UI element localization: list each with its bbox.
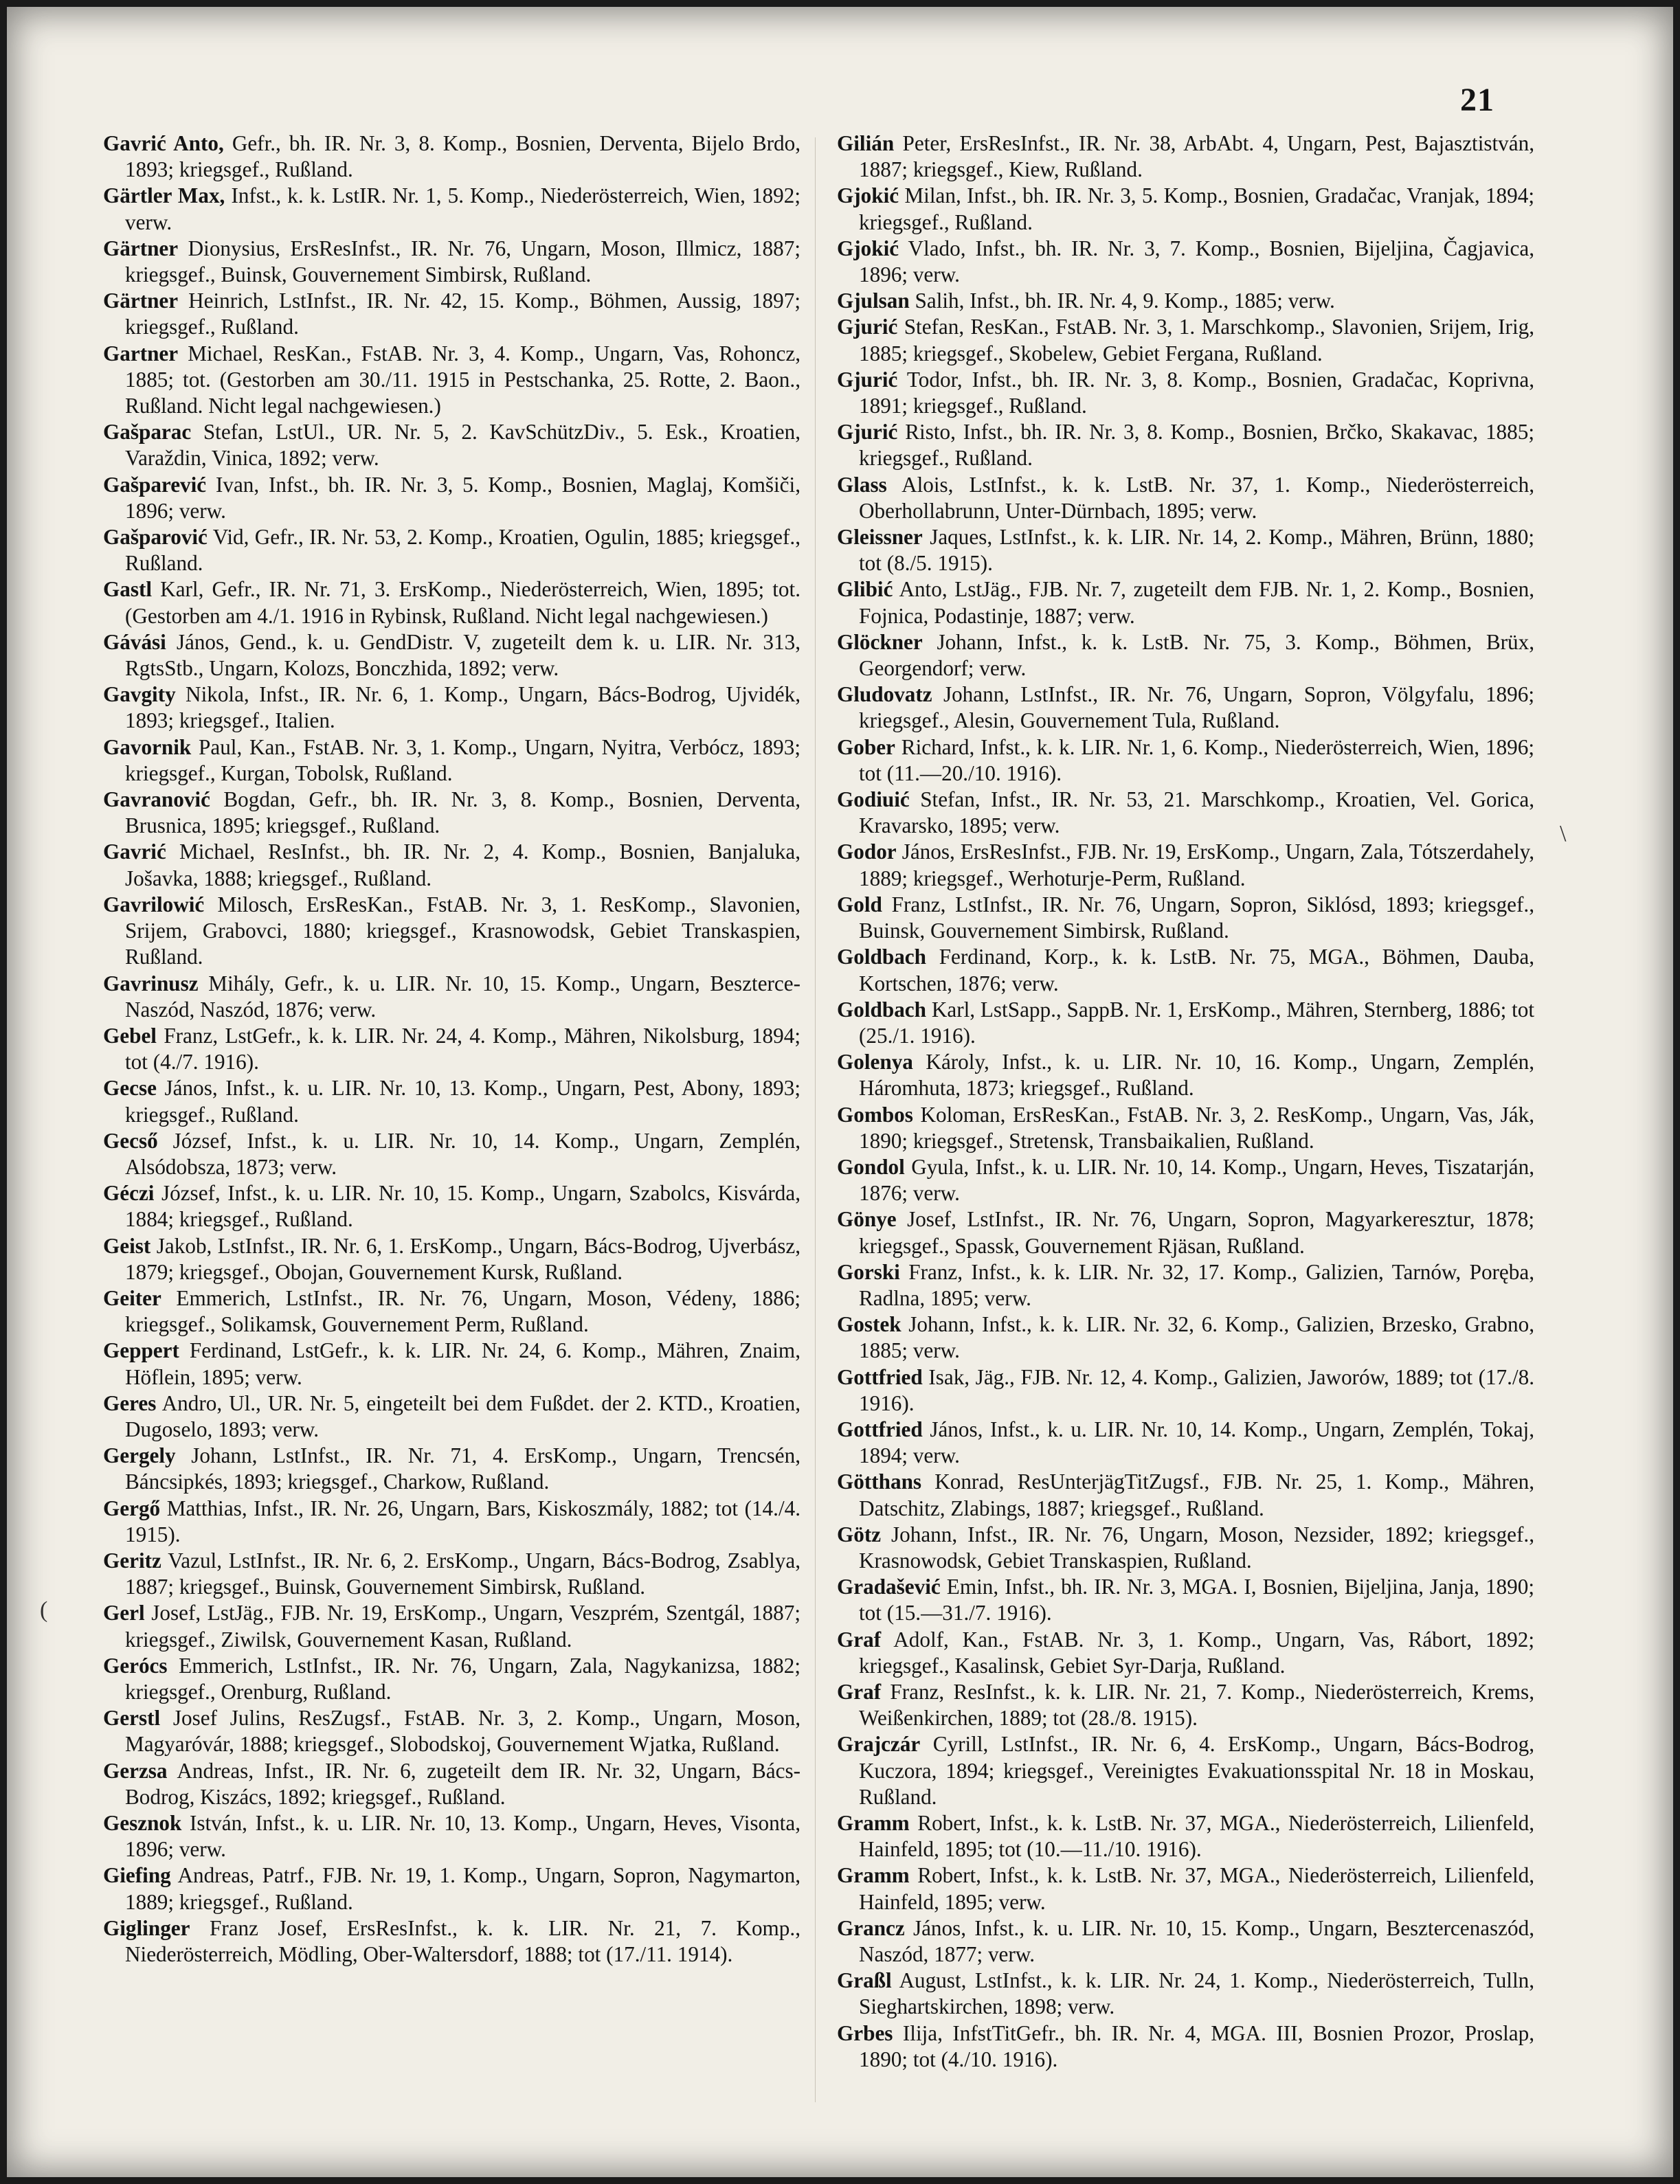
register-entry [837, 787, 1534, 839]
entry-surname: Gorski [837, 1259, 900, 1284]
register-entry [103, 288, 800, 340]
register-entry [103, 1653, 800, 1705]
register-entry [837, 1154, 1534, 1206]
entry-surname: Gold [837, 892, 882, 916]
register-entry [103, 734, 800, 787]
entry-surname: Geist [103, 1233, 151, 1258]
page-number: 21 [1460, 82, 1494, 118]
register-entry [103, 892, 800, 971]
entry-surname: Glöckner [837, 629, 923, 654]
entry-details: Nikola, Infst., IR. Nr. 6, 1. Komp., Ungarn, Bács-Bodrog, Ujvidék, 1893; kriegsgef., Italien. [125, 682, 800, 733]
entry-surname: Gerstl [103, 1706, 161, 1731]
register-entry [837, 944, 1534, 996]
entry-details: Emmerich, LstInfst., IR. Nr. 76, Ungarn, Zala, Nagykanizsa, 1882; kriegsgef., Orenburg, Rußland. [125, 1653, 800, 1704]
entry-surname: Graf [837, 1627, 882, 1652]
entry-details: Andreas, Patrf., FJB. Nr. 19, 1. Komp., Ungarn, Sopron, Nagymarton, 1889; kriegsgef., Rußland. [125, 1863, 801, 1914]
entry-details: Richard, Infst., k. k. LIR. Nr. 1, 6. Komp., Niederösterreich, Wien, 1896; tot (11.—20./10. 1916). [859, 734, 1535, 785]
entry-surname: Gašparević [103, 472, 207, 497]
entry-surname: Gjurić [837, 367, 898, 392]
entry-details: Risto, Infst., bh. IR. Nr. 3, 8. Komp., Bosnien, Brčko, Skakavac, 1885; kriegsgef., Rußland. [859, 420, 1535, 471]
entry-surname: Gavrilowić [103, 892, 205, 916]
entry-details: Josef Julins, ResZugsf., FstAB. Nr. 3, 2. Komp., Ungarn, Moson, Magyaróvár, 1888; kriegsgef., Slobodskoj, Gouvernement Wjatka, Rußland. [125, 1706, 800, 1757]
entry-details: József, Infst., k. u. LIR. Nr. 10, 15. Komp., Ungarn, Szabolcs, Kisvárda, 1884; kriegsgef., Rußland. [125, 1181, 800, 1232]
entry-details: Johann, LstInfst., IR. Nr. 71, 4. ErsKomp., Ungarn, Trencsén, Báncsipkés, 1893; kriegsgef., Charkow, Rußland. [125, 1443, 801, 1494]
register-entry [837, 997, 1534, 1049]
register-entry [103, 1128, 800, 1180]
register-entry [837, 472, 1534, 524]
entry-details: Karl, Gefr., IR. Nr. 71, 3. ErsKomp., Niederösterreich, Wien, 1895; tot. (Gestorben am 4./1. 1916 in Rybinsk, Rußland. Nicht legal nachgewiesen.) [125, 577, 800, 628]
register-entry [837, 524, 1534, 576]
entry-surname: Gjokić [837, 236, 899, 260]
entry-surname: Gavrić [103, 840, 166, 864]
register-entry [837, 629, 1534, 682]
register-entry [837, 1259, 1534, 1311]
register-entry [837, 682, 1534, 734]
entry-surname: Gergely [103, 1443, 176, 1468]
entry-surname: Gavornik [103, 734, 192, 759]
entry-details: Ivan, Infst., bh. IR. Nr. 3, 5. Komp., Bosnien, Maglaj, Komšiči, 1896; verw. [125, 472, 800, 523]
register-entry [837, 839, 1534, 891]
entry-details: Gefr., bh. IR. Nr. 3, 8. Komp., Bosnien, Derventa, Bijelo Brdo, 1893; kriegsgef., Rußland. [125, 131, 801, 182]
entry-details: János, Infst., k. u. LIR. Nr. 10, 15. Komp., Ungarn, Besztercenaszód, Naszód, 1877; verw. [859, 1915, 1535, 1967]
entry-surname: Graf [837, 1679, 882, 1704]
register-entry [103, 1496, 800, 1548]
register-entry [103, 971, 800, 1023]
entry-surname: Gavrić Anto, [103, 131, 224, 155]
register-entry [103, 682, 800, 734]
entry-details: Franz, LstInfst., IR. Nr. 76, Ungarn, Sopron, Siklósd, 1893; kriegsgef., Buinsk, Gouvernement Simbirsk, Rußland. [859, 892, 1534, 943]
column-divider [815, 137, 816, 2102]
entry-surname: Gašparac [103, 420, 192, 444]
entry-details: Salih, Infst., bh. IR. Nr. 4, 9. Komp., 1885; verw. [915, 289, 1335, 313]
entry-details: Franz Josef, ErsResInfst., k. k. LIR. Nr. 21, 7. Komp., Niederösterreich, Mödling, Ober-Waltersdorf, 1888; tot (17./11. 1914). [125, 1915, 800, 1967]
entry-details: Robert, Infst., k. k. LstB. Nr. 37, MGA., Niederösterreich, Lilienfeld, Hainfeld, 1895; verw. [859, 1863, 1535, 1914]
entry-details: Mihály, Gefr., k. u. LIR. Nr. 10, 15. Komp., Ungarn, Beszterce-Naszód, Naszód, 1876; verw. [125, 971, 801, 1022]
entry-surname: Golenya [837, 1050, 913, 1074]
entry-surname: Gober [837, 734, 895, 759]
register-entry [837, 1679, 1534, 1731]
entry-details: Ilija, InfstTitGefr., bh. IR. Nr. 4, MGA. III, Bosnien Prozor, Proslap, 1890; tot (4./10. 1916). [859, 2020, 1534, 2071]
entry-details: Andro, Ul., UR. Nr. 5, eingeteilt bei dem Fußdet. der 2. KTD., Kroatien, Dugoselo, 1893; verw. [125, 1391, 801, 1441]
entry-surname: Gavranović [103, 787, 210, 812]
entry-surname: Gärtner [103, 236, 179, 260]
register-entry [103, 183, 800, 235]
entry-details: Milan, Infst., bh. IR. Nr. 3, 5. Komp., Bosnien, Gradačac, Vranjak, 1894; kriegsgef., Rußland. [859, 183, 1535, 234]
entry-details: Franz, ResInfst., k. k. LIR. Nr. 21, 7. Komp., Niederösterreich, Krems, Weißenkirchen, 1889; tot (28./8. 1915). [859, 1679, 1534, 1731]
register-entry [103, 1285, 800, 1338]
entry-surname: Gradašević [837, 1575, 941, 1599]
entry-surname: Gjurić [837, 315, 898, 339]
entry-details: János, Infst., k. u. LIR. Nr. 10, 14. Komp., Ungarn, Zemplén, Tokaj, 1894; verw. [859, 1417, 1534, 1468]
entry-details: János, Gend., k. u. GendDistr. V, zugeteilt dem k. u. LIR. Nr. 313, RgtsStb., Ungarn, Kolozs, Bonczhida, 1892; verw. [125, 629, 800, 681]
entry-surname: Gottfried [837, 1364, 923, 1389]
entry-surname: Godor [837, 840, 897, 864]
entry-surname: Graßl [837, 1968, 892, 1993]
entry-details: Bogdan, Gefr., bh. IR. Nr. 3, 8. Komp., Bosnien, Derventa, Brusnica, 1895; kriegsgef., Rußland. [125, 787, 801, 838]
register-entry [103, 1600, 800, 1652]
register-entry [103, 1862, 800, 1915]
entry-details: Matthias, Infst., IR. Nr. 26, Ungarn, Bars, Kiskoszmály, 1882; tot (14./4. 1915). [125, 1496, 800, 1546]
entry-surname: Gludovatz [837, 682, 932, 707]
entry-surname: Götz [837, 1522, 882, 1546]
register-entry [103, 1915, 800, 1968]
margin-mark-left: ( [40, 1597, 48, 1623]
entry-surname: Gjurić [837, 420, 898, 444]
entry-details: János, ErsResInfst., FJB. Nr. 19, ErsKomp., Ungarn, Zala, Tótszerdahely, 1889; kriegsgef., Werhoturje-Perm, Rußland. [859, 840, 1534, 890]
entry-surname: Gärtler Max, [103, 183, 225, 208]
entry-details: Jaques, LstInfst., k. k. LIR. Nr. 14, 2. Komp., Mähren, Brünn, 1880; tot (8./5. 1915). [859, 525, 1535, 576]
register-entry [103, 1705, 800, 1757]
register-entry [837, 1417, 1534, 1469]
register-entry [837, 236, 1534, 288]
entry-details: István, Infst., k. u. LIR. Nr. 10, 13. Komp., Ungarn, Heves, Visonta, 1896; verw. [125, 1811, 800, 1862]
register-entry [103, 1810, 800, 1862]
entry-surname: Glibić [837, 577, 893, 602]
entry-surname: Grajczár [837, 1732, 921, 1757]
register-entry [837, 1862, 1534, 1915]
entry-details: Johann, Infst., k. k. LstB. Nr. 75, 3. Komp., Böhmen, Brüx, Georgendorf; verw. [859, 629, 1535, 681]
register-entry [103, 419, 800, 471]
entry-details: Johann, LstInfst., IR. Nr. 76, Ungarn, Sopron, Völgyfalu, 1896; kriegsgef., Alesin, Gouvernement Tula, Rußland. [859, 682, 1535, 733]
entry-details: Vazul, LstInfst., IR. Nr. 6, 2. ErsKomp., Ungarn, Bács-Bodrog, Zsablya, 1887; kriegsgef., Buinsk, Gouvernement Simbirsk, Rußland. [125, 1548, 800, 1599]
entry-details: Josef, LstInfst., IR. Nr. 76, Ungarn, Sopron, Magyarkeresztur, 1878; kriegsgef., Spassk, Gouvernement Rjäsan, Rußland. [859, 1207, 1534, 1258]
entry-surname: Goldbach [837, 945, 926, 969]
register-entry [837, 892, 1534, 944]
register-entry [837, 1731, 1534, 1810]
right-column [837, 131, 1534, 2073]
register-entry [837, 1915, 1534, 1968]
register-entry [837, 1574, 1534, 1626]
entry-details: Ferdinand, LstGefr., k. k. LIR. Nr. 24, 6. Komp., Mähren, Znaim, Höflein, 1895; verw. [125, 1338, 800, 1389]
register-entry [837, 2020, 1534, 2073]
entry-details: Karl, LstSapp., SappB. Nr. 1, ErsKomp., Mähren, Sternberg, 1886; tot (25./1. 1916). [859, 997, 1535, 1048]
entry-details: August, LstInfst., k. k. LIR. Nr. 24, 1. Komp., Niederösterreich, Tulln, Sieghartskirchen, 1898; verw. [859, 1968, 1535, 2019]
register-entry [837, 1049, 1534, 1101]
margin-mark-right: \ [1560, 821, 1567, 846]
register-entry [837, 314, 1534, 366]
register-entry [103, 576, 800, 629]
entry-details: Josef, LstJäg., FJB. Nr. 19, ErsKomp., Ungarn, Veszprém, Szentgál, 1887; kriegsgef., Ziwilsk, Gouvernement Kasan, Rußland. [125, 1601, 800, 1652]
entry-surname: Geres [103, 1391, 157, 1415]
entry-details: Gyula, Infst., k. u. LIR. Nr. 10, 14. Komp., Ungarn, Heves, Tiszatarján, 1876; verw. [859, 1154, 1535, 1206]
entry-surname: Geritz [103, 1548, 161, 1573]
entry-details: Dionysius, ErsResInfst., IR. Nr. 76, Ungarn, Moson, Illmicz, 1887; kriegsgef., Buinsk, Gouvernement Simbirsk, Rußland. [125, 236, 800, 287]
entry-surname: Gostek [837, 1312, 901, 1337]
entry-surname: Geppert [103, 1338, 179, 1363]
register-entry [837, 1364, 1534, 1417]
entry-surname: Géczi [103, 1181, 155, 1206]
entry-surname: Gávási [103, 629, 166, 654]
entry-details: Todor, Infst., bh. IR. Nr. 3, 8. Komp., Bosnien, Gradačac, Koprivna, 1891; kriegsgef., Rußland. [859, 367, 1534, 418]
left-column [103, 131, 800, 1968]
entry-surname: Gottfried [837, 1417, 923, 1441]
register-entry [837, 1469, 1534, 1521]
entry-surname: Gönye [837, 1207, 897, 1232]
entry-surname: Grancz [837, 1915, 905, 1940]
register-entry [103, 1233, 800, 1285]
entry-details: Michael, ResKan., FstAB. Nr. 3, 4. Komp., Ungarn, Vas, Rohoncz, 1885; tot. (Gestorben am 30./11. 1915 in Pestschanka, 25. Rotte, 2. Baon., Rußland. Nicht legal nachgewiesen.) [125, 341, 800, 418]
entry-surname: Goldbach [837, 997, 926, 1022]
register-entry [103, 629, 800, 682]
register-entry [103, 1075, 800, 1127]
entry-surname: Gebel [103, 1023, 157, 1048]
entry-surname: Gavrinusz [103, 971, 199, 995]
register-entry [103, 787, 800, 839]
entry-surname: Gergő [103, 1496, 161, 1520]
entry-details: Michael, ResInfst., bh. IR. Nr. 2, 4. Komp., Bosnien, Banjaluka, Jošavka, 1888; kriegsgef., Rußland. [125, 840, 800, 890]
entry-surname: Geiter [103, 1285, 161, 1310]
entry-surname: Gombos [837, 1102, 913, 1127]
entry-details: Peter, ErsResInfst., IR. Nr. 38, ArbAbt. 4, Ungarn, Pest, Bajasztistván, 1887; kriegsgef., Kiew, Rußland. [859, 131, 1535, 182]
entry-details: József, Infst., k. u. LIR. Nr. 10, 14. Komp., Ungarn, Zemplén, Alsódobsza, 1873; verw. [125, 1128, 801, 1179]
entry-details: Johann, Infst., k. k. LIR. Nr. 32, 6. Komp., Galizien, Brzesko, Grabno, 1885; verw. [859, 1312, 1534, 1363]
entry-surname: Gavgity [103, 682, 176, 707]
entry-details: Johann, Infst., IR. Nr. 76, Ungarn, Moson, Nezsider, 1892; kriegsgef., Krasnowodsk, Gebiet Transkaspien, Rußland. [859, 1522, 1534, 1573]
entry-surname: Gecső [103, 1128, 158, 1153]
entry-surname: Gecse [103, 1076, 157, 1101]
entry-surname: Giefing [103, 1863, 171, 1888]
register-entry [837, 1968, 1534, 2020]
register-entry [837, 131, 1534, 183]
register-entry [103, 472, 800, 524]
entry-details: Alois, LstInfst., k. k. LstB. Nr. 37, 1. Komp., Niederösterreich, Oberhollabrunn, Unter-Dürnbach, 1895; verw. [859, 472, 1534, 523]
register-entry [103, 839, 800, 891]
entry-details: Vid, Gefr., IR. Nr. 53, 2. Komp., Kroatien, Ogulin, 1885; kriegsgef., Rußland. [125, 525, 800, 576]
register-entry [837, 1311, 1534, 1364]
entry-surname: Gleissner [837, 525, 923, 550]
entry-details: Emmerich, LstInfst., IR. Nr. 76, Ungarn, Moson, Védeny, 1886; kriegsgef., Solikamsk, Gouvernement Perm, Rußland. [125, 1285, 800, 1337]
register-entry [837, 419, 1534, 471]
entry-surname: Glass [837, 472, 887, 497]
register-entry [103, 1180, 800, 1232]
entry-details: Stefan, Infst., IR. Nr. 53, 21. Marschkomp., Kroatien, Vel. Gorica, Kravarsko, 1895; verw. [859, 787, 1535, 838]
entry-surname: Gerzsa [103, 1758, 168, 1783]
entry-details: Infst., k. k. LstIR. Nr. 1, 5. Komp., Niederösterreich, Wien, 1892; verw. [125, 183, 800, 234]
entry-details: Anto, LstJäg., FJB. Nr. 7, zugeteilt dem FJB. Nr. 1, 2. Komp., Bosnien, Fojnica, Podastinje, 1887; verw. [859, 577, 1534, 628]
entry-surname: Gjulsan [837, 289, 910, 313]
entry-details: Robert, Infst., k. k. LstB. Nr. 37, MGA., Niederösterreich, Lilienfeld, Hainfeld, 1895; tot (10.—11./10. 1916). [859, 1811, 1535, 1862]
register-entry [103, 1443, 800, 1495]
register-entry [103, 131, 800, 183]
entry-details: Konrad, ResUnterjägTitZugsf., FJB. Nr. 25, 1. Komp., Mähren, Datschitz, Zlabings, 1887; kriegsgef., Rußland. [859, 1470, 1534, 1520]
entry-surname: Götthans [837, 1470, 922, 1494]
entry-details: Isak, Jäg., FJB. Nr. 12, 4. Komp., Galizien, Jaworów, 1889; tot (17./8. 1916). [859, 1364, 1535, 1415]
entry-details: Stefan, ResKan., FstAB. Nr. 3, 1. Marschkomp., Slavonien, Srijem, Irig, 1885; kriegsgef., Skobelew, Gebiet Fergana, Rußland. [859, 315, 1535, 365]
entry-surname: Gramm [837, 1811, 910, 1835]
entry-details: Emin, Infst., bh. IR. Nr. 3, MGA. I, Bosnien, Bijeljina, Janja, 1890; tot (15.—31./7. 1916). [859, 1575, 1534, 1625]
entry-surname: Grbes [837, 2020, 893, 2045]
entry-surname: Gondol [837, 1154, 905, 1179]
entry-details: Jakob, LstInfst., IR. Nr. 6, 1. ErsKomp., Ungarn, Bács-Bodrog, Ujverbász, 1879; kriegsgef., Obojan, Gouvernement Kursk, Rußland. [125, 1233, 801, 1284]
register-entry [837, 288, 1534, 314]
register-entry [837, 1810, 1534, 1862]
entry-details: Ferdinand, Korp., k. k. LstB. Nr. 75, MGA., Böhmen, Dauba, Kortschen, 1876; verw. [859, 945, 1535, 995]
entry-details: Paul, Kan., FstAB. Nr. 3, 1. Komp., Ungarn, Nyitra, Verbócz, 1893; kriegsgef., Kurgan, Tobolsk, Rußland. [125, 734, 801, 785]
register-entry [103, 524, 800, 576]
register-entry [103, 1391, 800, 1443]
entry-surname: Gašparović [103, 525, 208, 550]
entry-details: Adolf, Kan., FstAB. Nr. 3, 1. Komp., Ungarn, Vas, Rábort, 1892; kriegsgef., Kasalinsk, Gebiet Syr-Darja, Rußland. [859, 1627, 1535, 1678]
entry-details: Károly, Infst., k. u. LIR. Nr. 10, 16. Komp., Ungarn, Zemplén, Háromhuta, 1873; kriegsgef., Rußland. [859, 1050, 1534, 1101]
entry-details: Cyrill, LstInfst., IR. Nr. 6, 4. ErsKomp., Ungarn, Bács-Bodrog, Kuczora, 1894; kriegsgef., Vereinigtes Evakuationsspital Nr. 18 in Moskau, Rußland. [859, 1732, 1534, 1809]
entry-surname: Gesznok [103, 1811, 182, 1835]
entry-surname: Gilián [837, 131, 895, 155]
entry-surname: Gramm [837, 1863, 910, 1888]
entry-details: Stefan, LstUl., UR. Nr. 5, 2. KavSchützDiv., 5. Esk., Kroatien, Varaždin, Vinica, 1892; verw. [125, 420, 800, 471]
register-entry [837, 1102, 1534, 1154]
register-entry [837, 576, 1534, 629]
register-entry [837, 183, 1534, 235]
register-entry [837, 1522, 1534, 1574]
register-entry [103, 341, 800, 420]
entry-details: Heinrich, LstInfst., IR. Nr. 42, 15. Komp., Böhmen, Aussig, 1897; kriegsgef., Rußland. [125, 289, 801, 339]
entry-details: Franz, Infst., k. k. LIR. Nr. 32, 17. Komp., Galizien, Tarnów, Poręba, Radlna, 1895; verw. [859, 1259, 1534, 1310]
register-entry [103, 1758, 800, 1810]
entry-surname: Gartner [103, 341, 179, 365]
entry-surname: Gastl [103, 577, 153, 602]
register-entry [837, 734, 1534, 787]
entry-surname: Gärtner [103, 289, 179, 313]
register-entry [837, 1206, 1534, 1259]
entry-details: János, Infst., k. u. LIR. Nr. 10, 13. Komp., Ungarn, Pest, Abony, 1893; kriegsgef., Rußland. [125, 1076, 801, 1127]
entry-surname: Godiuić [837, 787, 910, 812]
register-entry [103, 1338, 800, 1390]
entry-surname: Giglinger [103, 1915, 190, 1940]
entry-details: Andreas, Infst., IR. Nr. 6, zugeteilt dem IR. Nr. 32, Ungarn, Bács-Bodrog, Kiszács, 1892; kriegsgef., Rußland. [125, 1758, 801, 1809]
register-entry [837, 367, 1534, 419]
register-entry [837, 1627, 1534, 1679]
entry-details: Milosch, ErsResKan., FstAB. Nr. 3, 1. ResKomp., Slavonien, Srijem, Grabovci, 1880; kriegsgef., Krasnowodsk, Gebiet Transkaspien, Rußland. [125, 892, 801, 969]
entry-details: Franz, LstGefr., k. k. LIR. Nr. 24, 4. Komp., Mähren, Nikolsburg, 1894; tot (4./7. 1916). [125, 1023, 801, 1074]
entry-details: Koloman, ErsResKan., FstAB. Nr. 3, 2. ResKomp., Ungarn, Vas, Ják, 1890; kriegsgef., Stretensk, Transbaikalien, Rußland. [859, 1102, 1534, 1153]
register-entry [103, 1023, 800, 1075]
entry-surname: Gerl [103, 1601, 145, 1625]
entry-details: Vlado, Infst., bh. IR. Nr. 3, 7. Komp., Bosnien, Bijeljina, Čagjavica, 1896; verw. [859, 236, 1535, 287]
register-entry [103, 236, 800, 288]
entry-surname: Gjokić [837, 183, 899, 208]
register-entry [103, 1548, 800, 1600]
entry-surname: Gerócs [103, 1653, 168, 1678]
